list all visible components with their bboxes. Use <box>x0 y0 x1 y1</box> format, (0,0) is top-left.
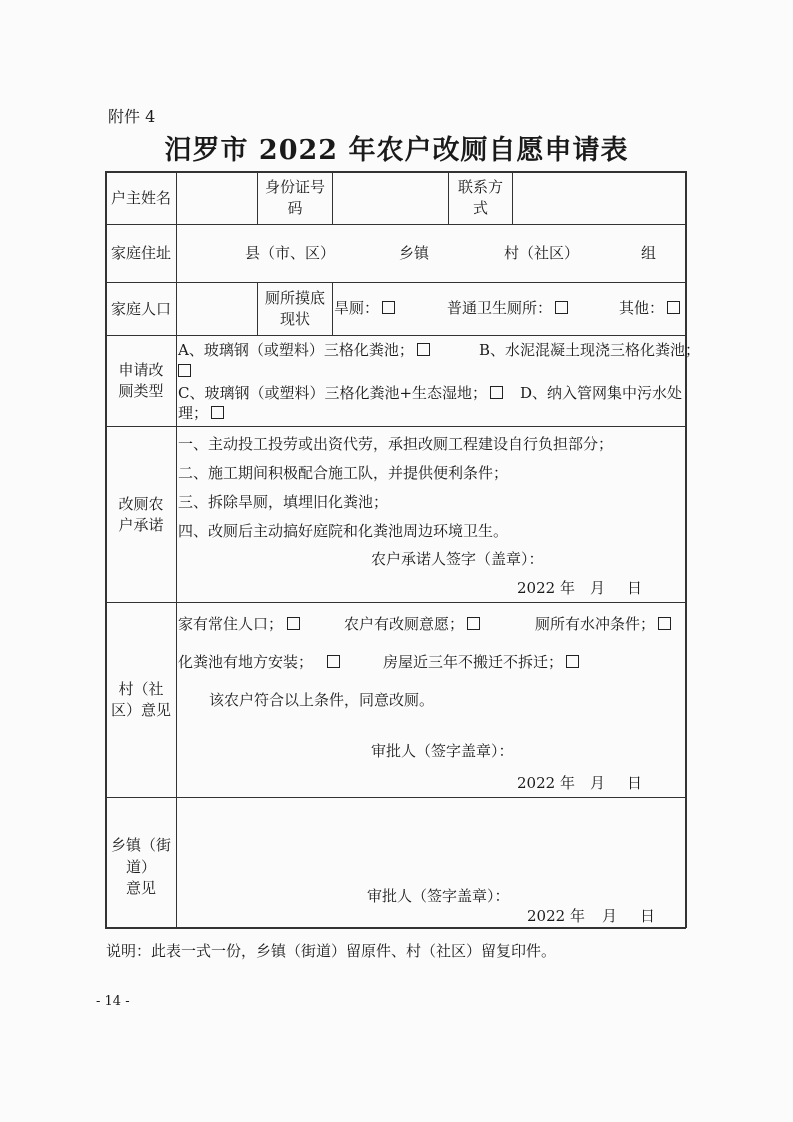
willingness-label: 农户有改厕意愿； <box>344 615 465 633</box>
farmer-date-year: 2022 年 <box>517 579 575 597</box>
attachment-label: 附件 4 <box>108 107 156 126</box>
village-label: 村（社区） <box>504 244 580 262</box>
table-border-right <box>685 171 687 928</box>
flush-condition-label: 厕所有水冲条件； <box>535 615 656 633</box>
table-border-bottom <box>105 927 686 929</box>
option-c-checkbox[interactable] <box>490 386 503 399</box>
id-number-field[interactable] <box>334 173 447 223</box>
row-divider <box>105 224 686 225</box>
option-d-checkbox[interactable] <box>211 406 224 419</box>
population-label: 家庭人口 <box>110 299 171 318</box>
septic-space-label: 化粪池有地方安装； <box>178 653 314 671</box>
toilet-type-label: 申请改厕类型 <box>118 361 164 400</box>
owner-name-field[interactable] <box>178 173 256 223</box>
row-divider <box>105 282 686 283</box>
id-number-label: 身份证号码 <box>264 178 325 217</box>
town-opinion-label-2: 道） <box>126 858 157 876</box>
option-b-label: B、水泥混凝土现浇三格化粪池； <box>479 341 701 359</box>
label-column-divider <box>176 171 177 927</box>
form-title: 汨罗市 2022 年农户改厕自愿申请表 <box>164 135 629 166</box>
farmer-commitment-label: 改厕农户承诺 <box>118 494 164 534</box>
option-d-label-end: 理； <box>178 404 209 422</box>
village-date-year: 2022 年 <box>517 774 575 792</box>
farmer-signature-label: 农户承诺人签字（盖章）： <box>371 550 544 568</box>
village-agree-text: 该农户符合以上条件，同意改厕。 <box>209 691 435 709</box>
resident-checkbox[interactable] <box>287 617 300 630</box>
town-approver-label: 审批人（签字盖章）： <box>367 887 510 905</box>
commitment-item: 三、拆除旱厕，填埋旧化粪池； <box>178 493 389 511</box>
village-approver-label: 审批人（签字盖章）： <box>371 742 514 760</box>
toilet-status-label: 厕所摸底现状 <box>264 289 325 328</box>
other-toilet-checkbox[interactable] <box>667 301 680 314</box>
resident-label: 家有常住人口； <box>178 615 284 633</box>
town-date-month: 月 <box>602 907 618 925</box>
village-date-day: 日 <box>627 774 643 792</box>
option-d-label: D、纳入管网集中污水处 <box>520 384 683 402</box>
normal-toilet-label: 普通卫生厕所： <box>447 299 553 317</box>
town-opinion-label-3: 意见 <box>126 879 157 897</box>
farmer-date-day: 日 <box>627 579 643 597</box>
no-relocation-checkbox[interactable] <box>566 655 579 668</box>
dry-toilet-checkbox[interactable] <box>382 301 395 314</box>
willingness-checkbox[interactable] <box>467 617 480 630</box>
town-label: 乡镇 <box>399 244 430 262</box>
col-divider <box>332 171 333 224</box>
village-opinion-label: 村（社区）意见 <box>110 680 171 719</box>
option-c-label: C、玻璃钢（或塑料）三格化粪池+生态湿地； <box>178 384 488 402</box>
other-toilet-label: 其他： <box>619 299 665 317</box>
page-number: - 14 - <box>96 994 130 1009</box>
county-label: 县（市、区） <box>245 244 336 262</box>
row-divider <box>105 797 686 798</box>
population-field[interactable] <box>178 284 256 334</box>
option-b-checkbox[interactable] <box>178 364 191 377</box>
owner-name-label: 户主姓名 <box>110 188 171 207</box>
commitment-item: 二、施工期间积极配合施工队，并提供便利条件； <box>178 464 509 482</box>
contact-label: 联系方式 <box>457 178 503 217</box>
commitment-item: 一、主动投工投劳或出资代劳，承担改厕工程建设自行负担部分； <box>178 435 614 453</box>
row-divider <box>105 426 686 427</box>
normal-toilet-checkbox[interactable] <box>555 301 568 314</box>
commitment-item: 四、改厕后主动搞好庭院和化粪池周边环境卫生。 <box>178 522 509 540</box>
town-date-year: 2022 年 <box>527 907 585 925</box>
town-date-day: 日 <box>640 907 656 925</box>
septic-space-checkbox[interactable] <box>327 655 340 668</box>
flush-condition-checkbox[interactable] <box>658 617 671 630</box>
row-divider <box>105 335 686 336</box>
col-divider <box>332 282 333 335</box>
town-opinion-label: 乡镇（街 <box>111 836 172 854</box>
row-divider <box>105 602 686 603</box>
col-divider <box>512 171 513 224</box>
no-relocation-label: 房屋近三年不搬迁不拆迁； <box>383 653 564 671</box>
address-label: 家庭住址 <box>110 244 171 262</box>
dry-toilet-label: 旱厕： <box>334 299 380 317</box>
form-note: 说明：此表一式一份，乡镇（街道）留原件、村（社区）留复印件。 <box>106 942 557 960</box>
option-a-label: A、玻璃钢（或塑料）三格化粪池； <box>178 341 414 359</box>
option-a-checkbox[interactable] <box>417 343 430 356</box>
group-label: 组 <box>641 244 657 262</box>
village-date-month: 月 <box>590 774 606 792</box>
farmer-date-month: 月 <box>590 579 606 597</box>
contact-field[interactable] <box>514 173 684 223</box>
